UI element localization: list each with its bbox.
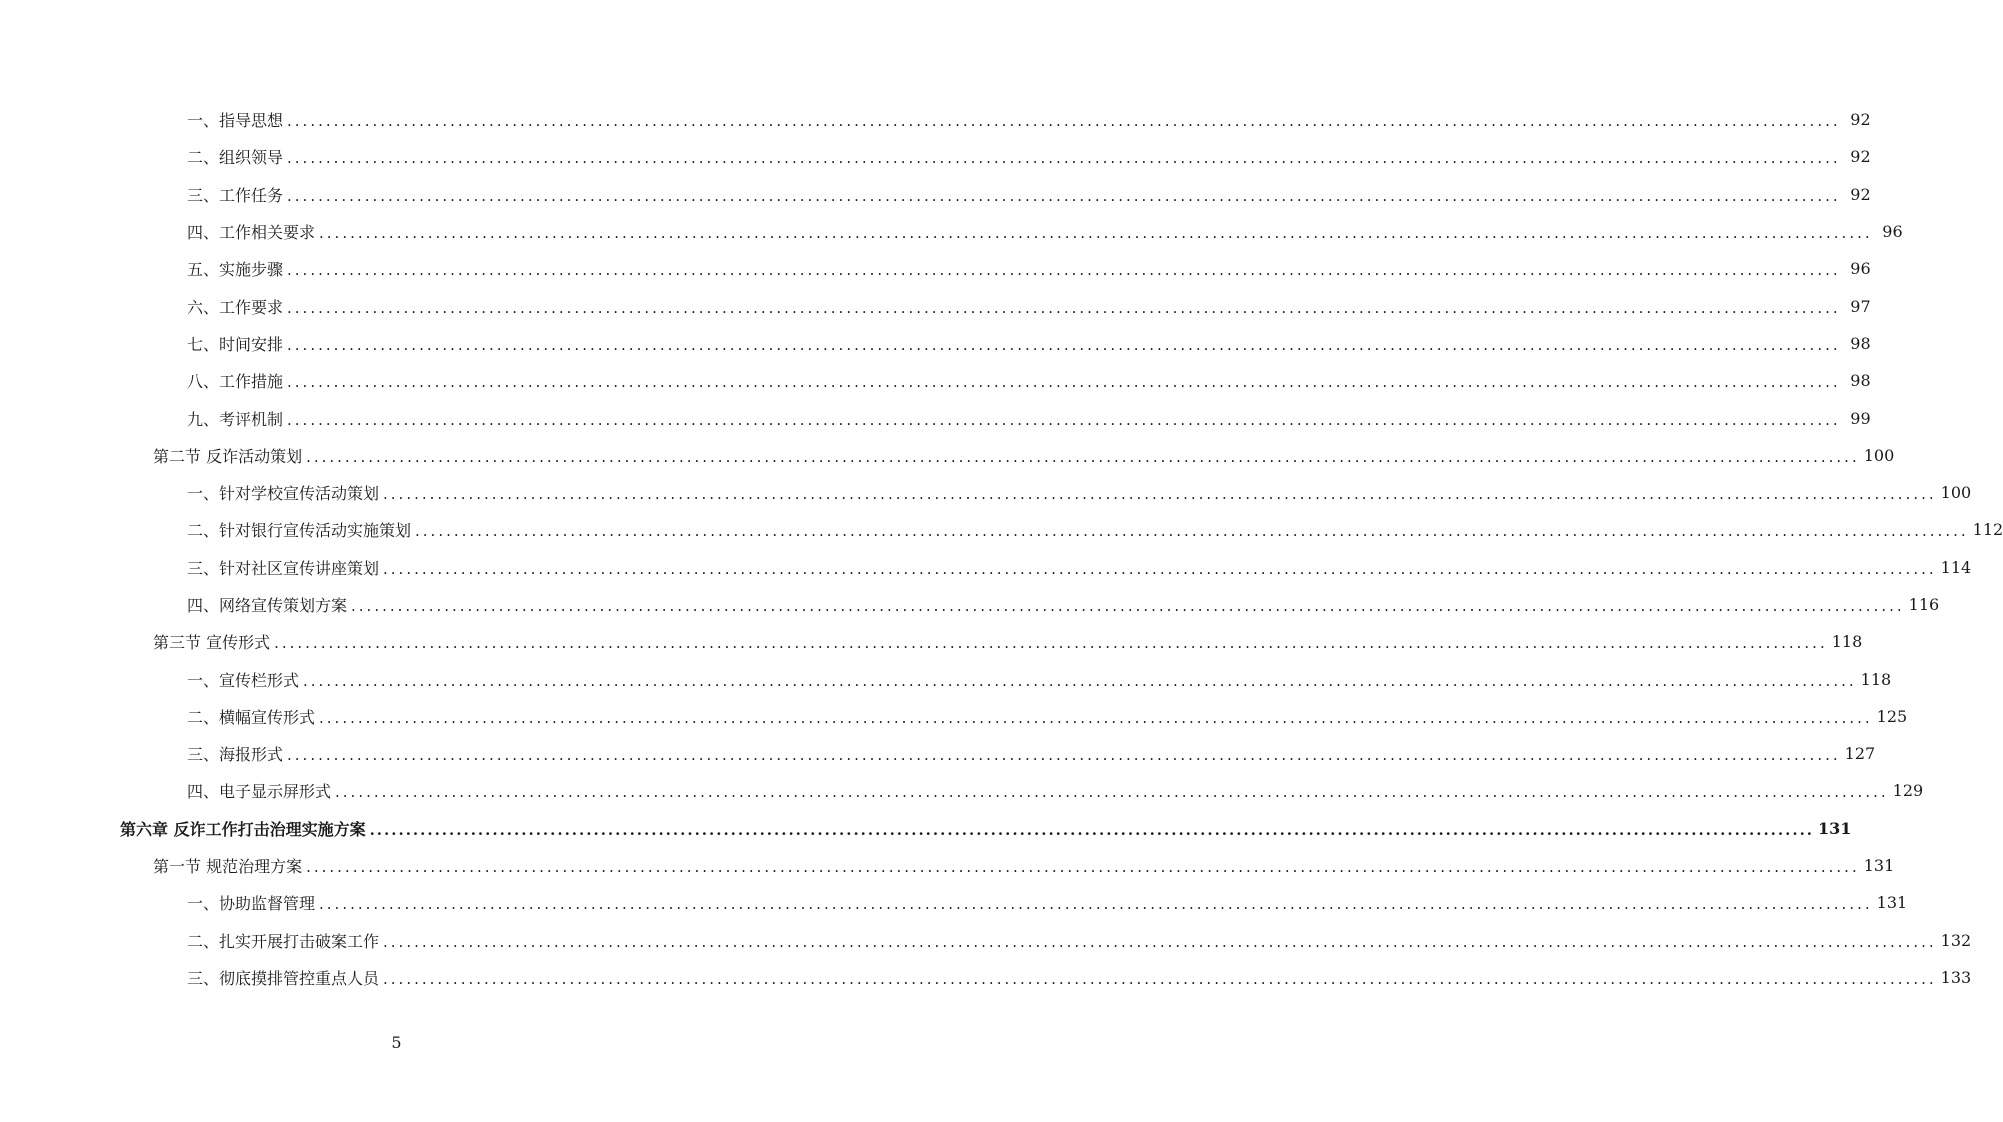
toc-entry-title: 四、网络宣传策划方案: [187, 596, 348, 615]
toc-subsection-entry[interactable]: [0, 772, 1924, 809]
toc-subsection-entry[interactable]: [0, 735, 1876, 772]
toc-subsection-entry[interactable]: [0, 660, 1892, 697]
toc-entry-page: 92: [1850, 110, 1871, 130]
toc-section-entry[interactable]: [0, 847, 1895, 884]
toc-entry-page: 97: [1850, 296, 1871, 316]
toc-dot-leader: ........................................................................................................................................................................................................: [383, 559, 1937, 578]
toc-section-entry[interactable]: [0, 437, 1895, 474]
toc-subsection-entry[interactable]: [0, 399, 1871, 436]
toc-entry-page: 92: [1850, 184, 1871, 204]
toc-dot-leader: ........................................................................................................................................................................................................: [287, 112, 1841, 131]
toc-entry-title: 八、工作措施: [187, 372, 284, 392]
toc-entry-page: 99: [1850, 408, 1871, 428]
toc-entry-page: 118: [1860, 669, 1892, 689]
toc-dot-leader: ........................................................................................................................................................................................................: [287, 261, 1841, 280]
toc-subsection-entry[interactable]: [0, 287, 1871, 324]
toc-dot-leader: ........................................................................................................................................................................................................: [306, 447, 1860, 466]
toc-dot-leader: ........................................................................................................................................................................................................: [287, 410, 1841, 429]
toc-subsection-entry[interactable]: [0, 325, 1871, 362]
toc-subsection-entry[interactable]: [0, 922, 1972, 959]
toc-entry-title: 三、海报形式: [187, 745, 284, 765]
toc-entry-page: 131: [1863, 856, 1895, 876]
toc-entry-page: 127: [1844, 744, 1876, 764]
table-of-contents: [0, 101, 2003, 996]
toc-dot-leader: ........................................................................................................................................................................................................: [369, 820, 1815, 839]
toc-entry-title: 一、协助监督管理: [187, 894, 316, 914]
toc-entry-page: 96: [1882, 222, 1903, 242]
toc-entry-title: 二、组织领导: [187, 148, 284, 168]
toc-entry-page: 100: [1940, 483, 1972, 503]
toc-entry-title: 二、针对银行宣传活动实施策划: [187, 521, 412, 541]
toc-subsection-entry[interactable]: [0, 213, 1903, 250]
toc-subsection-entry[interactable]: [0, 884, 1908, 921]
page-number: 5: [391, 1033, 402, 1052]
toc-dot-leader: ........................................................................................................................................................................................................: [287, 373, 1841, 392]
toc-entry-title: 六、工作要求: [187, 297, 284, 317]
toc-subsection-entry[interactable]: [0, 250, 1871, 287]
toc-entry-title: 第六章 反诈工作打击治理实施方案: [120, 819, 366, 839]
toc-dot-leader: ........................................................................................................................................................................................................: [319, 895, 1873, 914]
toc-chapter-entry[interactable]: [0, 810, 1852, 847]
toc-entry-title: 三、针对社区宣传讲座策划: [187, 558, 380, 578]
toc-subsection-entry[interactable]: [0, 101, 1871, 138]
toc-entry-page: 131: [1818, 818, 1852, 838]
toc-entry-page: 131: [1876, 893, 1908, 913]
toc-subsection-entry[interactable]: [0, 474, 1972, 511]
toc-dot-leader: ........................................................................................................................................................................................................: [335, 783, 1889, 802]
toc-entry-title: 九、考评机制: [187, 409, 284, 429]
toc-entry-page: 98: [1850, 333, 1871, 353]
toc-dot-leader: ........................................................................................................................................................................................................: [306, 858, 1860, 877]
toc-entry-title: 第三节 宣传形式: [153, 633, 271, 653]
toc-entry-title: 二、扎实开展打击破案工作: [187, 931, 380, 951]
toc-entry-title: 第二节 反诈活动策划: [153, 446, 303, 466]
toc-dot-leader: ........................................................................................................................................................................................................: [274, 634, 1828, 653]
toc-entry-title: 七、时间安排: [187, 334, 284, 354]
toc-entry-title: 三、彻底摸排管控重点人员: [187, 968, 380, 988]
toc-entry-page: 116: [1908, 595, 1940, 614]
toc-subsection-entry[interactable]: [0, 586, 1940, 623]
toc-dot-leader: ........................................................................................................................................................................................................: [287, 746, 1841, 765]
toc-subsection-entry[interactable]: [0, 176, 1871, 213]
toc-subsection-entry[interactable]: [0, 138, 1871, 175]
toc-subsection-entry[interactable]: [0, 549, 1972, 586]
toc-entry-page: 98: [1850, 371, 1871, 391]
toc-entry-page: 118: [1831, 632, 1863, 652]
toc-entry-page: 96: [1850, 259, 1871, 279]
toc-dot-leader: ........................................................................................................................................................................................................: [287, 149, 1841, 168]
toc-dot-leader: ........................................................................................................................................................................................................: [319, 224, 1873, 243]
toc-dot-leader: ........................................................................................................................................................................................................: [415, 522, 1969, 541]
toc-entry-title: 五、实施步骤: [187, 260, 284, 280]
toc-entry-title: 四、工作相关要求: [187, 223, 316, 243]
toc-entry-page: 132: [1940, 930, 1972, 950]
toc-dot-leader: ........................................................................................................................................................................................................: [319, 708, 1873, 727]
toc-entry-page: 125: [1876, 706, 1908, 726]
toc-dot-leader: ........................................................................................................................................................................................................: [383, 969, 1937, 988]
toc-entry-title: 第一节 规范治理方案: [153, 857, 303, 877]
toc-entry-title: 一、指导思想: [187, 111, 284, 131]
toc-dot-leader: ........................................................................................................................................................................................................: [351, 597, 1905, 615]
toc-dot-leader: ........................................................................................................................................................................................................: [303, 671, 1857, 690]
toc-section-entry[interactable]: [0, 623, 1863, 660]
toc-entry-page: 100: [1863, 445, 1895, 465]
toc-entry-page: 112: [1972, 520, 2003, 540]
toc-subsection-entry[interactable]: [0, 959, 1972, 996]
toc-entry-page: 92: [1850, 147, 1871, 167]
toc-dot-leader: ........................................................................................................................................................................................................: [383, 485, 1937, 504]
toc-entry-title: 一、宣传栏形式: [187, 670, 300, 690]
toc-entry-page: 133: [1940, 967, 1972, 987]
toc-entry-page: 114: [1940, 557, 1972, 577]
toc-dot-leader: ........................................................................................................................................................................................................: [287, 335, 1841, 354]
toc-subsection-entry[interactable]: [0, 362, 1871, 399]
toc-subsection-entry[interactable]: [0, 511, 2003, 548]
toc-dot-leader: ........................................................................................................................................................................................................: [383, 932, 1937, 951]
toc-entry-title: 三、工作任务: [187, 185, 284, 205]
toc-entry-title: 四、电子显示屏形式: [187, 782, 332, 802]
toc-dot-leader: ........................................................................................................................................................................................................: [287, 298, 1841, 317]
toc-entry-page: 129: [1892, 781, 1924, 801]
toc-dot-leader: ........................................................................................................................................................................................................: [287, 186, 1841, 205]
toc-entry-title: 一、针对学校宣传活动策划: [187, 484, 380, 504]
toc-subsection-entry[interactable]: [0, 698, 1908, 735]
toc-entry-title: 二、横幅宣传形式: [187, 707, 316, 727]
